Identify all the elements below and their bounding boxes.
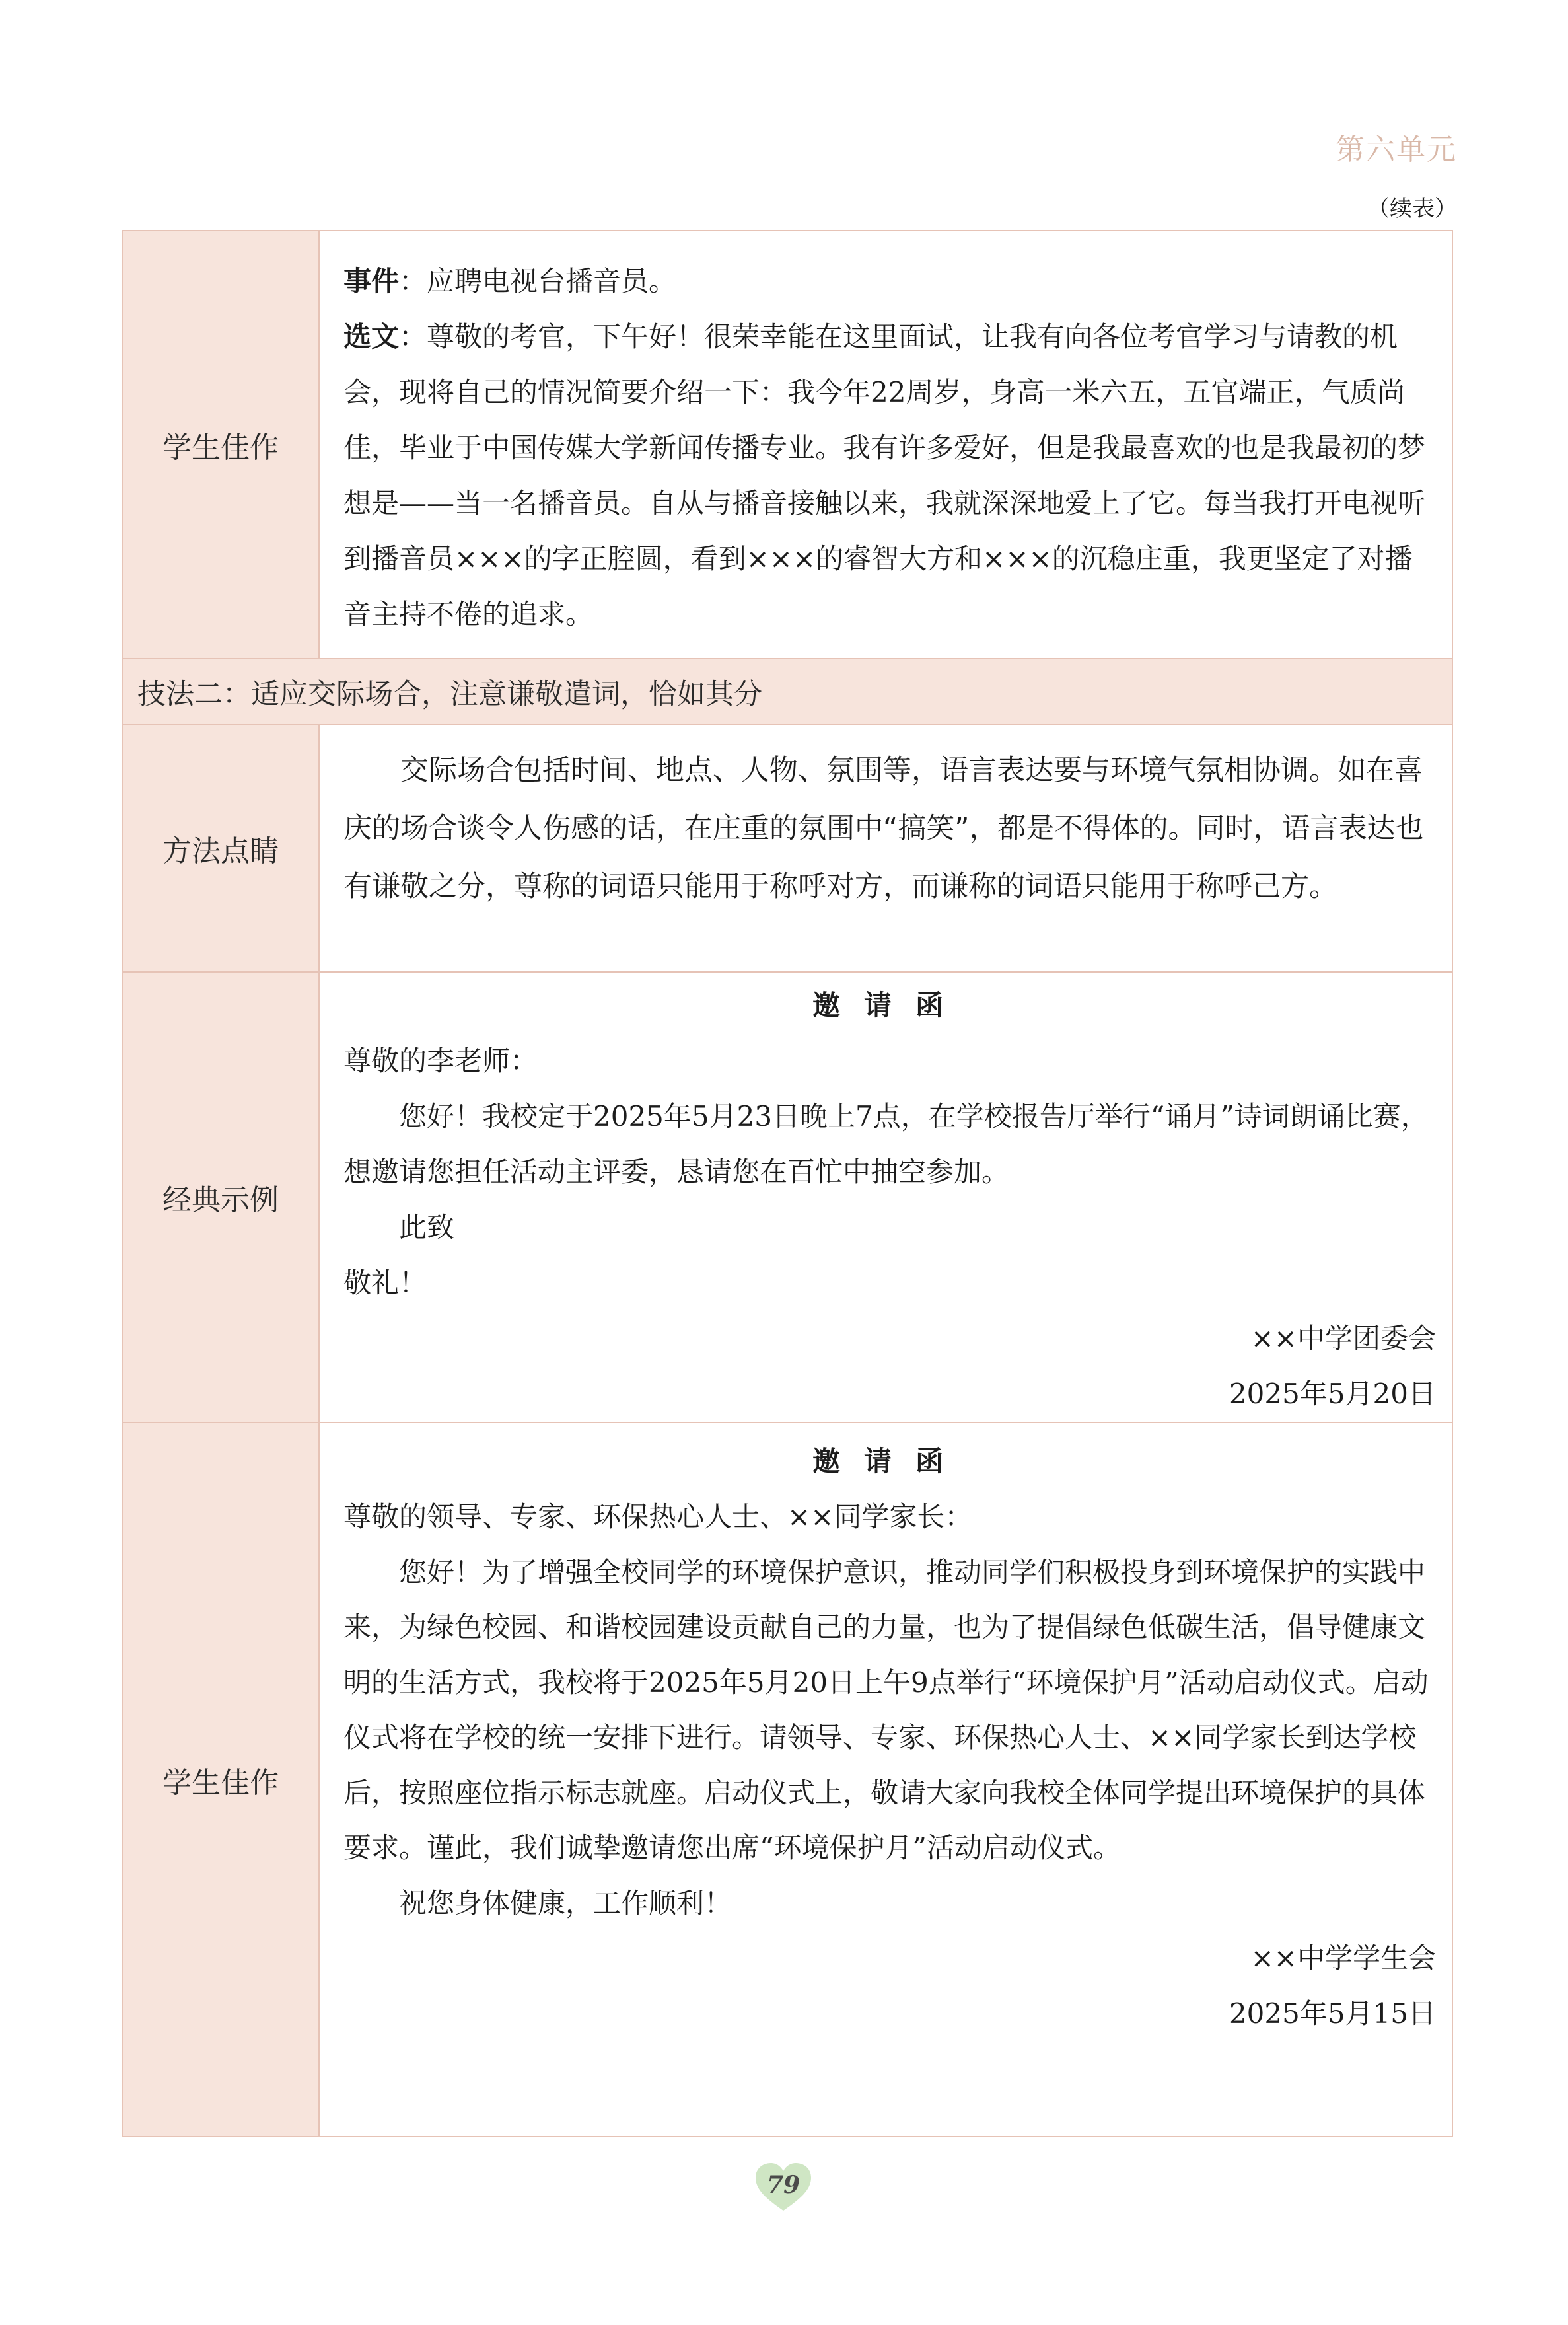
letter-title: 邀请函 <box>812 989 967 1021</box>
continuation-note: （续表） <box>1367 196 1457 222</box>
method-text: 交际场合包括时间、地点、人物、氛围等，语言表达要与环境气氛相协调。如在喜庆的场合谈令人伤感的话，在庄重的氛围中“搞笑”，都是不得体的。同时，语言表达也有谦敬之分，尊称的词语只能用于称呼对方，而谦称的词语只能用于称呼己方。 <box>343 754 1424 903</box>
letter-title: 邀请函 <box>812 1445 967 1477</box>
technique-heading: 技法二：适应交际场合，注意谦敬遣词，恰如其分 <box>137 677 762 711</box>
event-label: 事件 <box>343 265 400 297</box>
technique-heading-row <box>123 659 1452 725</box>
row-label: 方法点睛 <box>123 725 320 971</box>
letter-wish: 祝您身体健康，工作顺利！ <box>399 1886 732 1919</box>
letter-closing-1: 此致 <box>399 1211 455 1243</box>
event-text: ：应聘电视台播音员。 <box>399 265 677 297</box>
row-student-work-interview <box>123 231 1452 659</box>
letter-signature: ××中学学生会 <box>1250 1942 1436 1974</box>
row-content <box>321 1423 1452 2136</box>
excerpt-label: 选文 <box>343 320 400 353</box>
content-table <box>122 230 1453 2137</box>
event-line <box>343 254 1436 309</box>
letter-date: 2025年5月15日 <box>1229 1997 1436 2030</box>
page-number-badge <box>753 2160 814 2213</box>
row-label: 经典示例 <box>123 973 320 1422</box>
excerpt-paragraph <box>343 309 1436 642</box>
unit-header: 第六单元 <box>1336 133 1457 166</box>
letter-body: 您好！为了增强全校同学的环境保护意识，推动同学们积极投身到环境保护的实践中来，为绿色校园、和谐校园建设贡献自己的力量，也为了提倡绿色低碳生活，倡导健康文明的生活方式，我校将于2025年5月20日上午9点举行“环境保护月”活动启动仪式。启动仪式将在学校的统一安排下进行。请领导、专家、环保热心人士、××同学家长到达学校后，按照座位指示标志就座。启动仪式上，敬请大家向我校全体同学提出环境保护的具体要求。谨此，我们诚挚邀请您出席“环境保护月”活动启动仪式。 <box>343 1555 1429 1864</box>
row-content <box>321 725 1452 971</box>
row-label: 学生佳作 <box>123 1423 320 2136</box>
row-classic-example <box>123 973 1452 1423</box>
letter-salutation: 尊敬的李老师： <box>343 1045 538 1077</box>
letter-closing-2: 敬礼！ <box>343 1267 427 1299</box>
row-method <box>123 725 1452 973</box>
letter-body: 您好！我校定于2025年5月23日晚上7点，在学校报告厅举行“诵月”诗词朗诵比赛，想邀请您担任活动主评委，恳请您在百忙中抽空参加。 <box>343 1100 1429 1188</box>
letter-signature: ××中学团委会 <box>1250 1322 1436 1354</box>
letter-salutation: 尊敬的领导、专家、环保热心人士、××同学家长： <box>343 1500 973 1533</box>
page-number: 79 <box>766 2171 801 2199</box>
row-student-work-invitation <box>123 1423 1452 2136</box>
row-content <box>321 973 1452 1422</box>
letter-date: 2025年5月20日 <box>1229 1378 1436 1410</box>
row-content <box>321 231 1452 658</box>
excerpt-text: ：尊敬的考官，下午好！很荣幸能在这里面试，让我有向各位考官学习与请教的机会，现将自己的情况简要介绍一下：我今年22周岁，身高一米六五，五官端正，气质尚佳，毕业于中国传媒大学新闻传播专业。我有许多爱好，但是我最喜欢的也是我最初的梦想是——当一名播音员。自从与播音接触以来，我就深深地爱上了它。每当我打开电视听到播音员×××的字正腔圆，看到×××的睿智大方和×××的沉稳庄重，我更坚定了对播音主持不倦的追求。 <box>343 320 1426 630</box>
row-label: 学生佳作 <box>123 231 320 658</box>
